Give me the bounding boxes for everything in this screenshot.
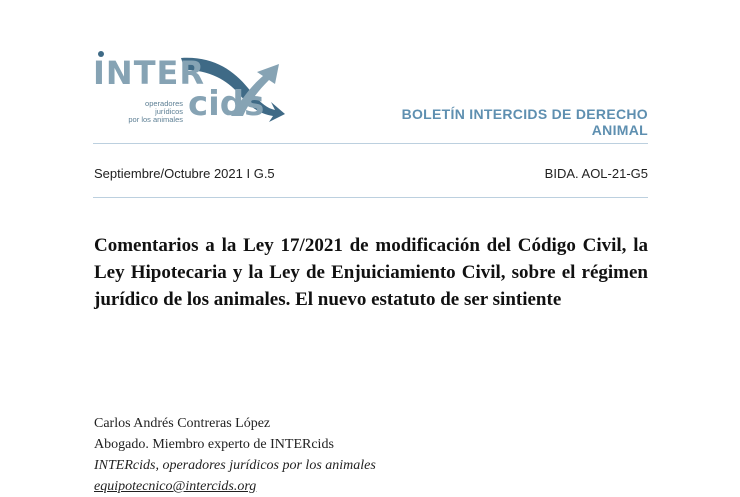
logo-tagline-line: por los animales [128, 115, 183, 124]
document-reference: BIDA. AOL-21-G5 [544, 166, 648, 181]
intercids-logo [93, 48, 293, 128]
logo-tagline-line: operadores [145, 99, 183, 108]
logo-tagline-line: jurídicos [155, 107, 183, 116]
issue-date: Septiembre/Octubre 2021 I G.5 [94, 166, 275, 181]
document-title: Comentarios a la Ley 17/2021 de modificación del Código Civil, la Ley Hipotecaria y la Ley de Enjuiciamiento Civil, sobre el régimen jurídico de los animales. El nuevo estatuto de ser sintiente [94, 235, 648, 310]
meta-divider [93, 197, 648, 198]
author-block [94, 413, 654, 497]
author-role: Abogado. Miembro experto de INTERcids [94, 437, 334, 452]
organization-description: , operadores jurídicos por los animales [155, 458, 376, 473]
header-divider [93, 143, 648, 144]
logo-word-inter: INTER [93, 54, 206, 92]
author-organization [94, 455, 654, 476]
author-email-link[interactable]: equipotecnico@intercids.org [94, 479, 257, 494]
logo-word-cids: cids [188, 84, 265, 124]
logo-tagline [99, 100, 183, 124]
author-name: Carlos Andrés Contreras López [94, 416, 271, 431]
organization-name: INTERcids [94, 458, 156, 473]
bulletin-title: BOLETÍN INTERCIDS DE DERECHO ANIMAL [401, 106, 648, 138]
